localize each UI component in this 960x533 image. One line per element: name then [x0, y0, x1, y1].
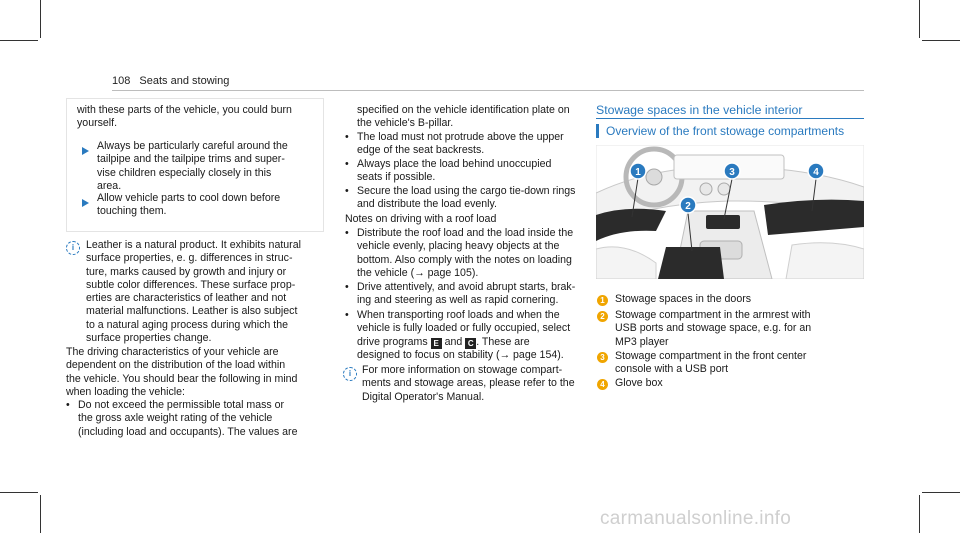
- list-item: Secure the load using the cargo tie-down rings and distribute the load evenly.: [357, 185, 576, 211]
- drive-program-e-icon: E: [431, 338, 442, 349]
- warning-arrow-icon: [82, 199, 89, 207]
- legend-item: Stowage compartment in the front center console with a USB port: [615, 350, 807, 376]
- leather-note: Leather is a natural product. It exhibits natural surface properties, e. g. differences in struc- ture, marks caused by growth and injury or subtle color differences. These surface prop- erties are characteristics of leather and not material malfunctions. Leather is also subject to a natural aging process during which the surface properties change.: [86, 239, 301, 345]
- legend-number: 1: [597, 295, 608, 306]
- roof-load-title: Notes on driving with a roof load: [345, 213, 497, 225]
- list-item: When transporting roof loads and when the vehicle is fully loaded or fully occupied, select drive programs E and C . These are designed to focus on stability (→ page 154).: [357, 309, 571, 361]
- header-rule: [112, 90, 864, 91]
- list-item: The load must not protrude above the upper edge of the seat backrests.: [357, 131, 564, 157]
- bullet-dot: •: [345, 185, 349, 197]
- vehicle-interior-illustration: [596, 145, 864, 279]
- crop-mark: [919, 0, 920, 38]
- list-item: Distribute the roof load and the load inside the vehicle evenly, placing heavy objects at the bottom. Also comply with the notes on loading the vehicle (→ page 105).: [357, 227, 574, 279]
- heading-rule: [596, 118, 864, 119]
- crop-mark: [40, 495, 41, 533]
- bullet-dot: •: [345, 158, 349, 170]
- svg-text:4: 4: [813, 167, 819, 178]
- legend-number: 2: [597, 311, 608, 322]
- crop-mark: [922, 40, 960, 41]
- info-note: For more information on stowage compart- ments and stowage areas, please refer to the Digital Operator's Manual.: [362, 364, 575, 403]
- page-number: 108: [112, 75, 131, 87]
- continued-text: specified on the vehicle identification plate on the vehicle's B-pillar.: [357, 104, 570, 130]
- bullet-dot: •: [66, 399, 70, 411]
- list-item: Drive attentively, and avoid abrupt starts, brak- ing and steering as well as rapid cornering.: [357, 281, 576, 307]
- list-item: Always place the load behind unoccupied seats if possible.: [357, 158, 552, 184]
- warning-bullet: Allow vehicle parts to cool down before touching them.: [97, 192, 281, 218]
- legend-item: Stowage compartment in the armrest with USB ports and stowage space, e.g. for an MP3 player: [615, 309, 812, 348]
- bullet-dot: •: [345, 227, 349, 239]
- body-paragraph: The driving characteristics of your vehicle are dependent on the distribution of the load within the vehicle. You should bear the following in mind when loading the vehicle:: [66, 346, 298, 398]
- warning-intro: with these parts of the vehicle, you could burn yourself.: [77, 104, 292, 130]
- legend-item: Stowage spaces in the doors: [615, 293, 752, 305]
- subheading: Overview of the front stowage compartments: [606, 124, 845, 138]
- crop-mark: [919, 495, 920, 533]
- crop-mark: [0, 492, 38, 493]
- info-icon: i: [343, 367, 357, 381]
- warning-arrow-icon: [82, 147, 89, 155]
- drive-program-c-icon: C: [465, 338, 476, 349]
- crop-mark: [40, 0, 41, 38]
- crop-mark: [922, 492, 960, 493]
- bullet-dot: •: [345, 131, 349, 143]
- section-title: Seats and stowing: [139, 75, 230, 87]
- section-heading: Stowage spaces in the vehicle interior: [596, 103, 803, 117]
- list-item: Do not exceed the permissible total mass or the gross axle weight rating of the vehicle (including load and occupants). The values are: [78, 399, 298, 438]
- svg-text:3: 3: [729, 167, 735, 178]
- bullet-dot: •: [345, 281, 349, 293]
- legend-number: 4: [597, 379, 608, 390]
- svg-text:2: 2: [685, 201, 691, 212]
- crop-mark: [0, 40, 38, 41]
- svg-text:1: 1: [635, 167, 641, 178]
- page-header: [112, 75, 229, 87]
- bullet-dot: •: [345, 309, 349, 321]
- subheading-bar: [596, 124, 599, 138]
- legend-number: 3: [597, 352, 608, 363]
- warning-bullet: Always be particularly careful around the tailpipe and the tailpipe trims and super- vise children especially closely in this area.: [97, 140, 288, 192]
- watermark: carmanualsonline.info: [600, 508, 792, 529]
- legend-item: Glove box: [615, 377, 663, 389]
- info-icon: i: [66, 241, 80, 255]
